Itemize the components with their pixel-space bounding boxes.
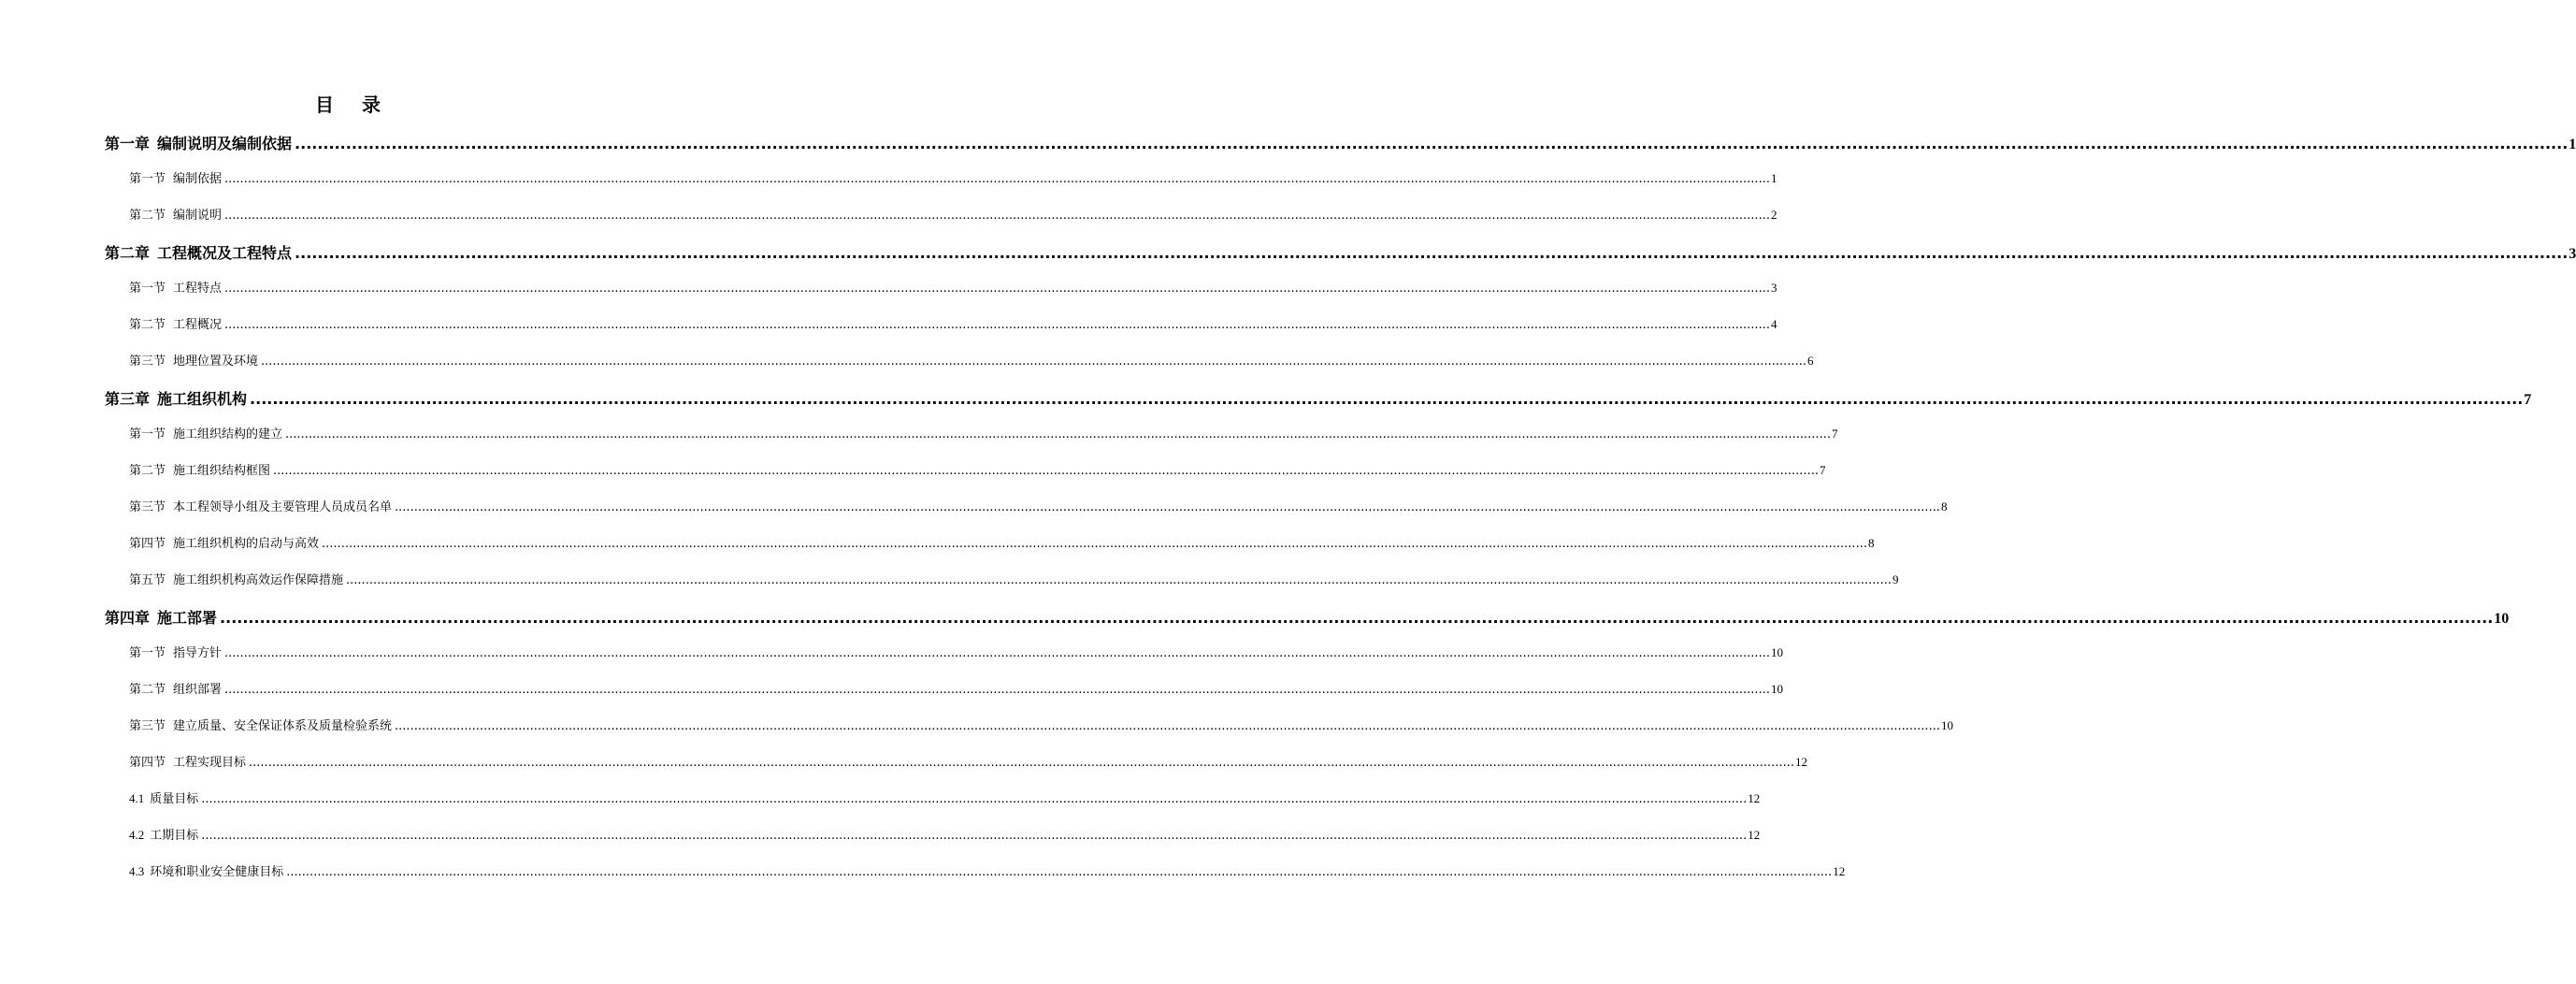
toc-dot-leader: ................................................................................................................................................................................................................................................................................................................................................................................................................: [201, 792, 1748, 806]
toc-section-entry[interactable]: [129, 278, 1777, 296]
toc-page-number: 8: [1867, 536, 1875, 550]
toc-entry-label: [129, 205, 222, 223]
toc-entry-text: 环境和职业安全健康目标: [150, 865, 284, 879]
toc-entry-number: 第四节: [129, 537, 166, 551]
toc-dot-leader: ................................................................................................................................................................................................................................................................................................................................................................................................................: [346, 573, 1892, 587]
toc-entry-text: 工程概况: [173, 318, 223, 332]
toc-section-entry[interactable]: [129, 679, 1783, 697]
toc-chapter-entry[interactable]: [105, 606, 2510, 628]
toc-page-number: 12: [1833, 864, 1846, 878]
toc-chapter-entry[interactable]: [105, 132, 2576, 153]
toc-section-entry[interactable]: [129, 716, 1953, 733]
toc-entry-label: [129, 314, 222, 332]
toc-entry-number: 第二节: [129, 318, 166, 332]
toc-entry-label: [129, 424, 282, 441]
toc-entry-text: 编制说明及编制依据: [157, 135, 293, 152]
toc-entry-number: 4.1: [129, 791, 145, 805]
toc-section-entry[interactable]: [129, 460, 1826, 478]
toc-dot-leader: ................................................................................................................................................................................................................................................................................................................................................................................................................: [261, 355, 1806, 369]
toc-entry-label: [129, 497, 392, 514]
toc-entry-text: 组织部署: [173, 683, 223, 697]
toc-entry-text: 本工程领导小组及主要管理人员成员名单: [173, 500, 393, 514]
toc-entry-number: 第一节: [129, 427, 166, 441]
toc-entry-label: [129, 789, 198, 806]
toc-entry-text: 施工组织结构框图: [173, 464, 271, 478]
toc-entry-number: 第一章: [105, 135, 151, 152]
toc-page-number: 1: [2569, 137, 2576, 152]
toc-entry-text: 工程概况及工程特点: [157, 244, 293, 262]
toc-entry-text: 施工组织机构: [157, 390, 248, 408]
toc-entry-number: 第三节: [129, 500, 166, 514]
toc-entry-label: [105, 387, 247, 409]
toc-entry-label: [129, 278, 222, 296]
toc-dot-leader: ................................................................................................................................................................................................................................................................................................................................................................................................................: [224, 683, 1770, 697]
toc-section-entry[interactable]: [129, 497, 1948, 514]
toc-dot-leader: ................................................................................................................................................................................................................................................................................................................................................................................................................: [224, 646, 1770, 660]
toc-entry-number: 第四章: [105, 609, 151, 627]
toc-section-entry[interactable]: [129, 168, 1777, 186]
toc-dot-leader: ................................................................................................................................................................................................................................................................................................................................................................................................................: [286, 865, 1833, 879]
toc-section-entry[interactable]: [129, 424, 1838, 441]
toc-entry-number: 第三节: [129, 355, 166, 369]
toc-entry-label: [105, 132, 292, 153]
toc-entry-number: 4.3: [129, 864, 145, 878]
toc-title-right: 录: [362, 94, 381, 116]
toc-entry-text: 施工组织结构的建立: [173, 427, 283, 441]
toc-page-number: 12: [1748, 791, 1761, 805]
toc-page-number: 10: [2494, 611, 2510, 627]
toc-entry-label: [105, 241, 292, 263]
toc-section-entry[interactable]: [129, 752, 1807, 770]
toc-dot-leader: ................................................................................................................................................................................................................................................................................................................................................................................................................: [395, 500, 1940, 514]
toc-entry-number: 第一节: [129, 282, 166, 296]
toc-page-number: 10: [1770, 682, 1783, 696]
toc-entry-text: 施工组织机构高效运作保障措施: [173, 573, 344, 587]
toc-dot-leader: ................................................................................................................................................................................................................................................................................................................................................................................................................: [220, 609, 2494, 627]
toc-section-entry[interactable]: [129, 351, 1814, 369]
toc-entry-number: 4.2: [129, 828, 145, 842]
toc-entry-label: [129, 168, 222, 186]
toc-section-entry[interactable]: [129, 314, 1777, 332]
toc-page-number: 12: [1794, 755, 1807, 769]
toc-dot-leader: ................................................................................................................................................................................................................................................................................................................................................................................................................: [224, 209, 1770, 223]
toc-dot-leader: ................................................................................................................................................................................................................................................................................................................................................................................................................: [273, 464, 1819, 478]
toc-dot-leader: ................................................................................................................................................................................................................................................................................................................................................................................................................: [224, 318, 1770, 332]
toc-section-entry[interactable]: [129, 643, 1783, 660]
toc-page-number: 2: [1770, 208, 1777, 222]
toc-entry-text: 工期目标: [150, 829, 199, 843]
toc-page-number: 7: [2524, 392, 2532, 408]
toc-entry-text: 施工部署: [157, 609, 218, 627]
toc-section-entry[interactable]: [129, 861, 1846, 879]
toc-dot-leader: ................................................................................................................................................................................................................................................................................................................................................................................................................: [250, 390, 2524, 408]
toc-page-number: 7: [1819, 463, 1826, 477]
toc-entry-number: 第三节: [129, 719, 166, 733]
toc-entry-text: 工程特点: [173, 282, 223, 296]
toc-entry-number: 第四节: [129, 756, 166, 770]
toc-page-number: 10: [1940, 718, 1953, 732]
toc-section-entry[interactable]: [129, 533, 1875, 551]
toc-title-left: 目: [315, 94, 334, 116]
toc-entry-label: [129, 351, 258, 369]
toc-page-number: 10: [1770, 645, 1783, 659]
toc-entry-label: [129, 825, 198, 843]
toc-title: [0, 90, 696, 117]
toc-entry-number: 第二节: [129, 209, 166, 223]
toc-page-number: 4: [1770, 317, 1777, 331]
toc-entry-text: 质量目标: [150, 792, 199, 806]
toc-page-number: 6: [1806, 354, 1814, 368]
toc-entry-text: 编制依据: [173, 172, 223, 186]
toc-entry-label: [129, 570, 343, 587]
toc-section-entry[interactable]: [129, 570, 1899, 587]
toc-entry-label: [129, 679, 222, 697]
toc-entry-number: 第二节: [129, 683, 166, 697]
toc-entry-number: 第一节: [129, 172, 166, 186]
toc-entry-text: 建立质量、安全保证体系及质量检验系统: [173, 719, 393, 733]
toc-entry-text: 编制说明: [173, 209, 223, 223]
toc-entry-label: [129, 716, 392, 733]
toc-page-number: 7: [1831, 427, 1838, 441]
toc-dot-leader: ................................................................................................................................................................................................................................................................................................................................................................................................................: [322, 537, 1867, 551]
toc-entry-label: [129, 643, 222, 660]
toc-entry-label: [129, 752, 246, 770]
toc-page-number: 9: [1892, 572, 1899, 586]
toc-section-entry[interactable]: [129, 789, 1761, 806]
toc-dot-leader: ................................................................................................................................................................................................................................................................................................................................................................................................................: [224, 282, 1770, 296]
toc-entry-number: 第五节: [129, 573, 166, 587]
toc-entry-label: [129, 533, 319, 551]
toc-entry-text: 工程实现目标: [173, 756, 247, 770]
toc-dot-leader: ................................................................................................................................................................................................................................................................................................................................................................................................................: [285, 427, 1831, 441]
toc-dot-leader: ................................................................................................................................................................................................................................................................................................................................................................................................................: [224, 172, 1770, 186]
toc-entry-number: 第一节: [129, 646, 166, 660]
toc-page-number: 12: [1748, 828, 1761, 842]
toc-page-number: 8: [1940, 499, 1948, 514]
toc-section-entry[interactable]: [129, 825, 1761, 843]
toc-entry-text: 施工组织机构的启动与高效: [173, 537, 320, 551]
toc-entry-label: [129, 861, 283, 879]
toc-section-entry[interactable]: [129, 205, 1777, 223]
toc-page-number: 3: [2569, 246, 2576, 262]
toc-page-number: 3: [1770, 281, 1777, 295]
toc-entry-label: [129, 460, 270, 478]
toc-entry-number: 第三章: [105, 390, 151, 408]
toc-entry-label: [105, 606, 217, 628]
toc-entry-text: 指导方针: [173, 646, 223, 660]
toc-entry-number: 第二章: [105, 244, 151, 262]
toc-dot-leader: ................................................................................................................................................................................................................................................................................................................................................................................................................: [295, 135, 2569, 152]
toc-chapter-entry[interactable]: [105, 241, 2576, 263]
toc-entry-number: 第二节: [129, 464, 166, 478]
toc-dot-leader: ................................................................................................................................................................................................................................................................................................................................................................................................................: [249, 756, 1794, 770]
toc-entry-text: 地理位置及环境: [173, 355, 259, 369]
toc-page-number: 1: [1770, 171, 1777, 185]
toc-dot-leader: ................................................................................................................................................................................................................................................................................................................................................................................................................: [295, 244, 2569, 262]
toc-dot-leader: ................................................................................................................................................................................................................................................................................................................................................................................................................: [201, 829, 1748, 843]
toc-dot-leader: ................................................................................................................................................................................................................................................................................................................................................................................................................: [395, 719, 1940, 733]
toc-chapter-entry[interactable]: [105, 387, 2532, 409]
